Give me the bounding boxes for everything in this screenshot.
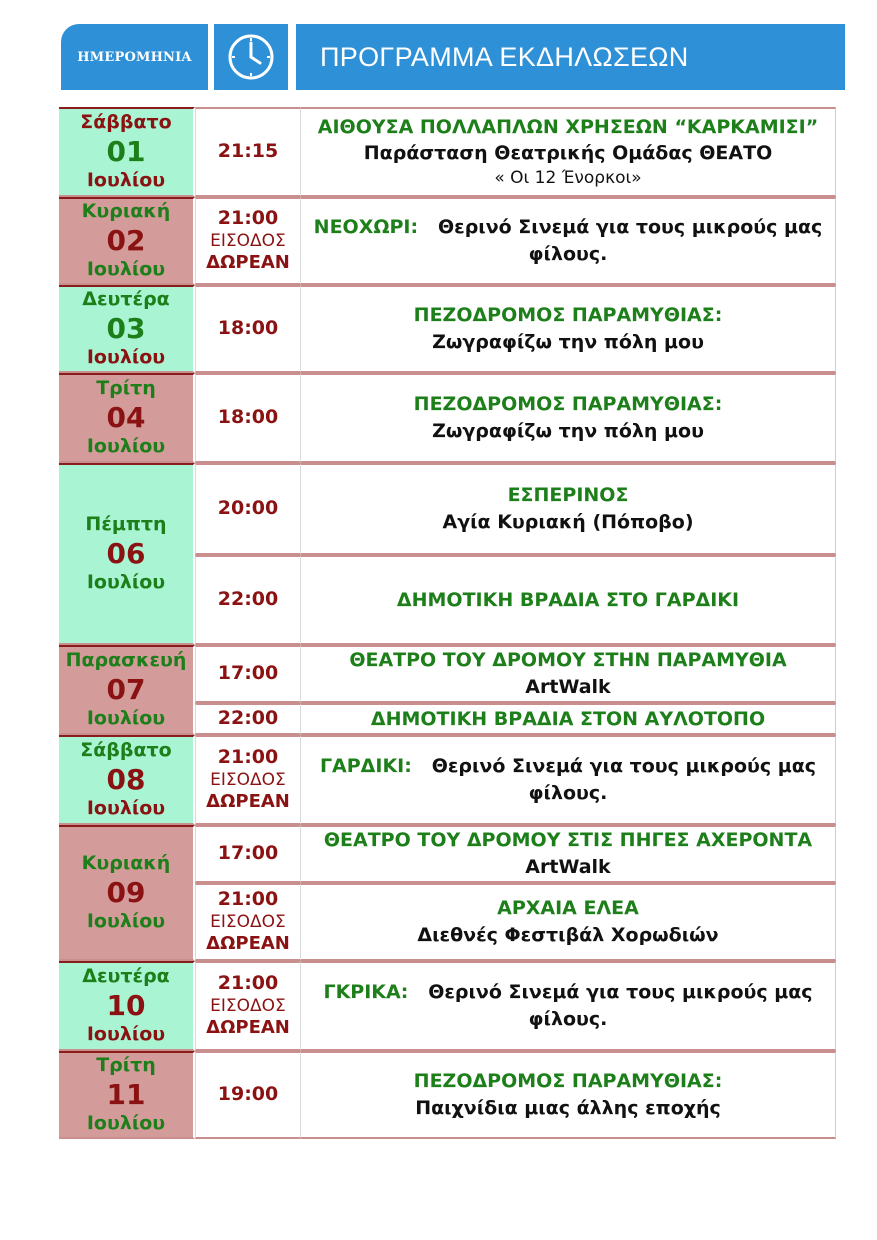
day-cell [59, 285, 195, 373]
day-cell [59, 197, 195, 285]
event-time: 17:00 [217, 662, 279, 685]
event-cell [301, 645, 836, 703]
day-month: Ιουλίου [86, 910, 166, 933]
event-subtitle: Παιχνίδια μιας άλλης εποχής [415, 1097, 721, 1119]
day-name: Σάββατο [80, 111, 172, 134]
event-title: ΘΕΑΤΡΟ ΤΟΥ ΔΡΟΜΟΥ ΣΤΗΝ ΠΑΡΑΜΥΘΙΑ [349, 649, 787, 672]
table-row [59, 107, 836, 197]
event-cell [301, 555, 836, 645]
event-description: Θερινό Σινεμά για τους μικρούς μας φίλους. [428, 981, 813, 1030]
day-month: Ιουλίου [86, 435, 166, 458]
admission-label: ΕΙΣΟΔΟΣ [210, 770, 286, 790]
event-subtitle: Διεθνές Φεστιβάλ Χορωδιών [417, 924, 719, 946]
event-time: 21:15 [217, 140, 279, 163]
day-name: Τρίτη [96, 377, 156, 400]
table-row [59, 645, 836, 703]
event-subtitle: ArtWalk [525, 676, 611, 698]
event-time: 22:00 [217, 707, 279, 730]
day-month: Ιουλίου [86, 1112, 166, 1135]
time-cell [195, 703, 301, 735]
event-time: 21:00 [217, 746, 279, 769]
program-title: ΠΡΟΓΡΑΜΜΑ ΕΚΔΗΛΩΣΕΩΝ [320, 41, 689, 72]
day-month: Ιουλίου [86, 346, 166, 369]
event-time: 19:00 [217, 1083, 279, 1106]
event-cell [301, 735, 836, 825]
day-number: 01 [106, 134, 146, 168]
event-time: 18:00 [217, 406, 279, 429]
day-number: 07 [106, 672, 146, 706]
free-label: ΔΩΡΕΑΝ [206, 791, 290, 813]
time-cell [195, 285, 301, 373]
day-month: Ιουλίου [86, 258, 166, 281]
day-number: 06 [106, 536, 146, 570]
time-cell [195, 825, 301, 883]
event-cell [301, 107, 836, 197]
day-month: Ιουλίου [86, 571, 166, 594]
event-cell [301, 373, 836, 463]
table-row [59, 735, 836, 825]
day-number: 08 [106, 762, 146, 796]
event-time: 22:00 [217, 588, 279, 611]
clock-header [214, 24, 288, 90]
day-cell [59, 825, 195, 961]
free-label: ΔΩΡΕΑΝ [206, 252, 290, 274]
time-cell [195, 883, 301, 961]
event-time: 20:00 [217, 497, 279, 520]
event-cell [301, 825, 836, 883]
program-title-header [296, 24, 845, 90]
time-cell [195, 197, 301, 285]
event-subtitle: Ζωγραφίζω την πόλη μου [432, 420, 704, 442]
admission-label: ΕΙΣΟΔΟΣ [210, 996, 286, 1016]
day-month: Ιουλίου [86, 707, 166, 730]
time-cell [195, 373, 301, 463]
table-row [59, 1051, 836, 1139]
day-cell [59, 735, 195, 825]
table-row [59, 825, 836, 883]
event-subtitle: ArtWalk [525, 856, 611, 878]
table-row [59, 373, 836, 463]
time-cell [195, 107, 301, 197]
event-place: ΓΚΡΙΚΑ: [323, 981, 409, 1004]
event-title: ΔΗΜΟΤΙΚΗ ΒΡΑΔΙΑ ΣΤΟ ΓΑΡΔΙΚΙ [396, 588, 740, 611]
day-cell [59, 1051, 195, 1139]
day-number: 03 [106, 311, 146, 345]
day-cell [59, 107, 195, 197]
event-subtitle: Ζωγραφίζω την πόλη μου [432, 331, 704, 353]
event-title: ΠΕΖΟΔΡΟΜΟΣ ΠΑΡΑΜΥΘΙΑΣ: [413, 304, 723, 327]
time-cell [195, 1051, 301, 1139]
date-column-header [61, 24, 208, 90]
event-title: ΠΕΖΟΔΡΟΜΟΣ ΠΑΡΑΜΥΘΙΑΣ: [413, 1070, 723, 1093]
day-name: Κυριακή [81, 200, 171, 223]
event-detail: « Οι 12 Ένορκοι» [494, 167, 642, 188]
clock-icon [226, 32, 276, 82]
day-name: Τρίτη [96, 1054, 156, 1077]
event-description: Θερινό Σινεμά για τους μικρούς μας φίλους. [437, 216, 823, 265]
event-cell [301, 1051, 836, 1139]
table-row [59, 961, 836, 1051]
day-cell [59, 373, 195, 463]
schedule-table [59, 107, 836, 1139]
day-cell [59, 463, 195, 645]
free-label: ΔΩΡΕΑΝ [206, 933, 290, 955]
day-month: Ιουλίου [86, 1023, 166, 1046]
time-cell [195, 463, 301, 555]
event-cell [301, 197, 836, 285]
day-number: 10 [106, 988, 146, 1022]
event-subtitle: Αγία Κυριακή (Πόποβο) [442, 511, 694, 533]
event-description: Θερινό Σινεμά για τους μικρούς μας φίλους. [431, 755, 817, 804]
admission-label: ΕΙΣΟΔΟΣ [210, 912, 286, 932]
day-name: Σάββατο [80, 739, 172, 762]
event-cell [301, 463, 836, 555]
day-number: 04 [106, 400, 146, 434]
event-cell [301, 883, 836, 961]
time-cell [195, 735, 301, 825]
event-title: ΑΙΘΟΥΣΑ ΠΟΛΛΑΠΛΩΝ ΧΡΗΣΕΩΝ “ΚΑΡΚΑΜΙΣΙ” [317, 115, 819, 138]
day-number: 09 [106, 875, 146, 909]
event-time: 17:00 [217, 842, 279, 865]
event-time: 21:00 [217, 972, 279, 995]
event-cell [301, 703, 836, 735]
admission-label: ΕΙΣΟΔΟΣ [210, 231, 286, 251]
table-row [59, 197, 836, 285]
event-title: ΠΕΖΟΔΡΟΜΟΣ ΠΑΡΑΜΥΘΙΑΣ: [413, 393, 723, 416]
event-title: ΔΗΜΟΤΙΚΗ ΒΡΑΔΙΑ ΣΤΟΝ ΑΥΛΟΤΟΠΟ [370, 707, 766, 730]
event-place: ΓΑΡΔΙΚΙ: [319, 755, 412, 778]
day-name: Κυριακή [81, 852, 171, 875]
table-row [59, 285, 836, 373]
day-name: Δευτέρα [82, 288, 170, 311]
time-cell [195, 645, 301, 703]
day-name: Πέμπτη [85, 513, 167, 536]
table-row [59, 463, 836, 555]
event-time: 21:00 [217, 888, 279, 911]
free-label: ΔΩΡΕΑΝ [206, 1017, 290, 1039]
day-cell [59, 961, 195, 1051]
event-cell [301, 285, 836, 373]
day-month: Ιουλίου [86, 797, 166, 820]
event-time: 18:00 [217, 317, 279, 340]
event-time: 21:00 [217, 207, 279, 230]
event-title: ΕΣΠΕΡΙΝΟΣ [507, 484, 629, 507]
time-cell [195, 555, 301, 645]
event-title: ΑΡΧΑΙΑ ΕΛΕΑ [497, 897, 639, 920]
event-place: ΝΕΟΧΩΡΙ: [313, 216, 419, 239]
event-cell [301, 961, 836, 1051]
event-title: ΘΕΑΤΡΟ ΤΟΥ ΔΡΟΜΟΥ ΣΤΙΣ ΠΗΓΕΣ ΑΧΕΡΟΝΤΑ [323, 829, 813, 852]
date-header-label: ΗΜΕΡΟΜΗΝΙΑ [77, 49, 192, 65]
time-cell [195, 961, 301, 1051]
day-name: Δευτέρα [82, 965, 170, 988]
day-month: Ιουλίου [86, 169, 166, 192]
day-number: 02 [106, 223, 146, 257]
day-cell [59, 645, 195, 735]
day-number: 11 [106, 1077, 146, 1111]
day-name: Παρασκευή [65, 649, 187, 672]
event-subtitle: Παράσταση Θεατρικής Ομάδας ΘΕΑΤΟ [363, 142, 773, 165]
